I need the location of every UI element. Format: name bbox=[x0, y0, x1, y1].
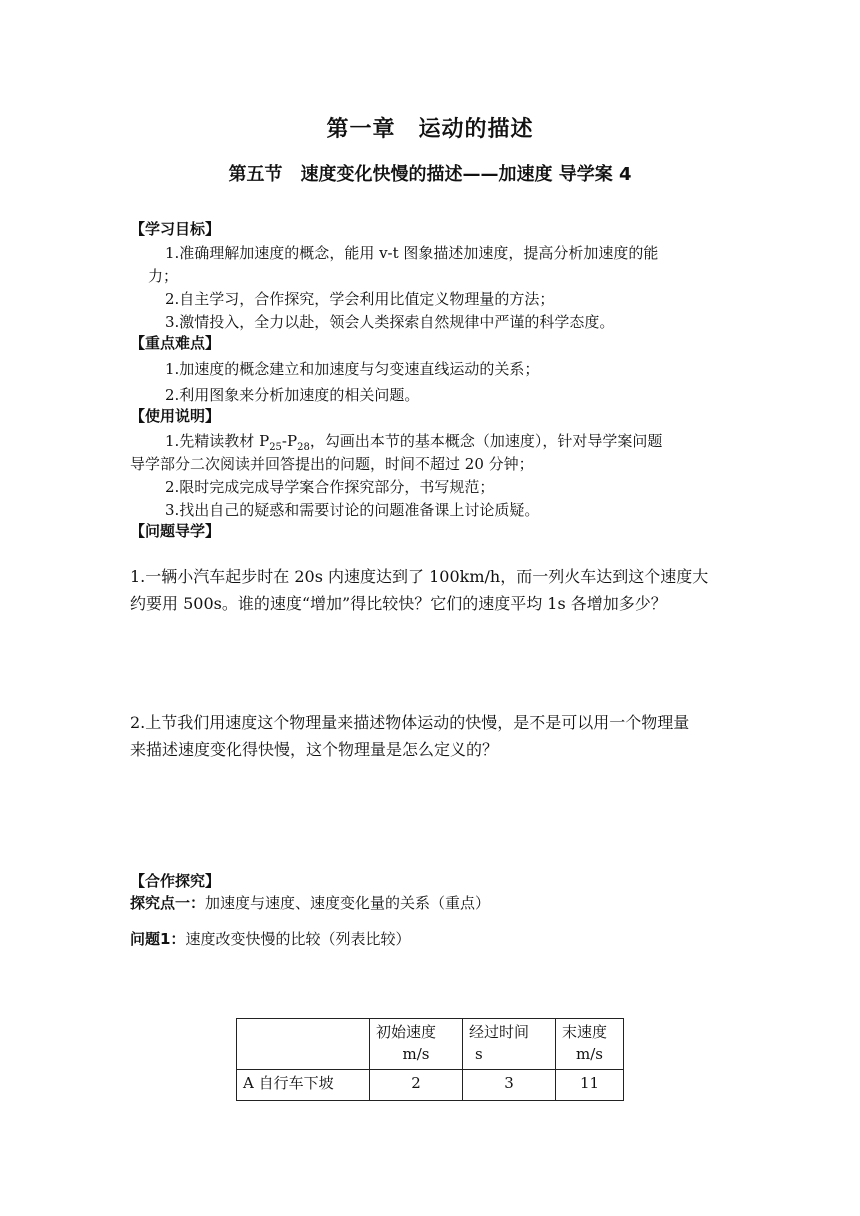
speed-comparison-table bbox=[236, 1018, 624, 1101]
table-header-cell: 末速度 m/s bbox=[556, 1019, 624, 1070]
goal-item-1: 1.准确理解加速度的概念，能用 v-t 图象描述加速度，提高分析加速度的能 bbox=[165, 244, 659, 262]
table-cell: A 自行车下坡 bbox=[237, 1070, 370, 1101]
chapter-title: 第一章 运动的描述 bbox=[326, 117, 534, 142]
question-2: 2.上节我们用速度这个物理量来描述物体运动的快慢，是不是可以用一个物理量 来描述速度变化得快慢，这个物理量是怎么定义的？ bbox=[130, 713, 690, 759]
usage-line-1: 1.先精读教材 $P_{25}-P_{28}$，勾画出本节的基本概念（加速度），针对导学案问题 bbox=[165, 432, 663, 453]
usage-line-4: 3.找出自己的疑惑和需要讨论的问题准备课上讨论质疑。 bbox=[165, 501, 540, 519]
table-cell: 3 bbox=[463, 1070, 556, 1101]
question-1: 1.一辆小汽车起步时在 20s 内速度达到了 100km/h，而一列火车达到这个速度大 约要用 500s。谁的速度“增加”得比较快？它们的速度平均 1s 各增加多少？ bbox=[130, 567, 709, 613]
section-title: 第五节 速度变化快慢的描述——加速度 导学案 4 bbox=[228, 164, 632, 185]
coop-heading: 【合作探究】 bbox=[130, 872, 221, 890]
table-header-row bbox=[237, 1019, 624, 1070]
table-header-cell: 经过时间 s bbox=[463, 1019, 556, 1070]
goal-item-2: 2.自主学习，合作探究，学会利用比值定义物理量的方法； bbox=[165, 290, 555, 308]
goals-heading: 【学习目标】 bbox=[130, 220, 221, 238]
table-cell: 11 bbox=[556, 1070, 624, 1101]
table-header-cell bbox=[237, 1019, 370, 1070]
explore-point-1: 探究点一：加速度与速度、速度变化量的关系（重点） bbox=[130, 894, 491, 912]
usage-line-3: 2.限时完成完成导学案合作探究部分，书写规范； bbox=[165, 478, 495, 496]
keypoints-heading: 【重点难点】 bbox=[130, 334, 221, 352]
table-cell: 2 bbox=[370, 1070, 463, 1101]
keypoint-item-1: 1.加速度的概念建立和加速度与匀变速直线运动的关系； bbox=[165, 360, 540, 378]
keypoint-item-2: 2.利用图象来分析加速度的相关问题。 bbox=[165, 386, 420, 404]
table-header-cell: 初始速度 m/s bbox=[370, 1019, 463, 1070]
usage-line-2: 导学部分二次阅读并回答提出的问题，时间不超过 20 分钟； bbox=[130, 455, 534, 473]
table-row bbox=[237, 1070, 624, 1101]
problem-1: 问题1：速度改变快慢的比较（列表比较） bbox=[130, 930, 411, 948]
goal-item-3: 3.激情投入，全力以赴，领会人类探索自然规律中严谨的科学态度。 bbox=[165, 313, 615, 331]
goal-item-1-cont: 力； bbox=[148, 267, 179, 285]
guide-heading: 【问题导学】 bbox=[130, 522, 221, 540]
usage-heading: 【使用说明】 bbox=[130, 407, 221, 425]
